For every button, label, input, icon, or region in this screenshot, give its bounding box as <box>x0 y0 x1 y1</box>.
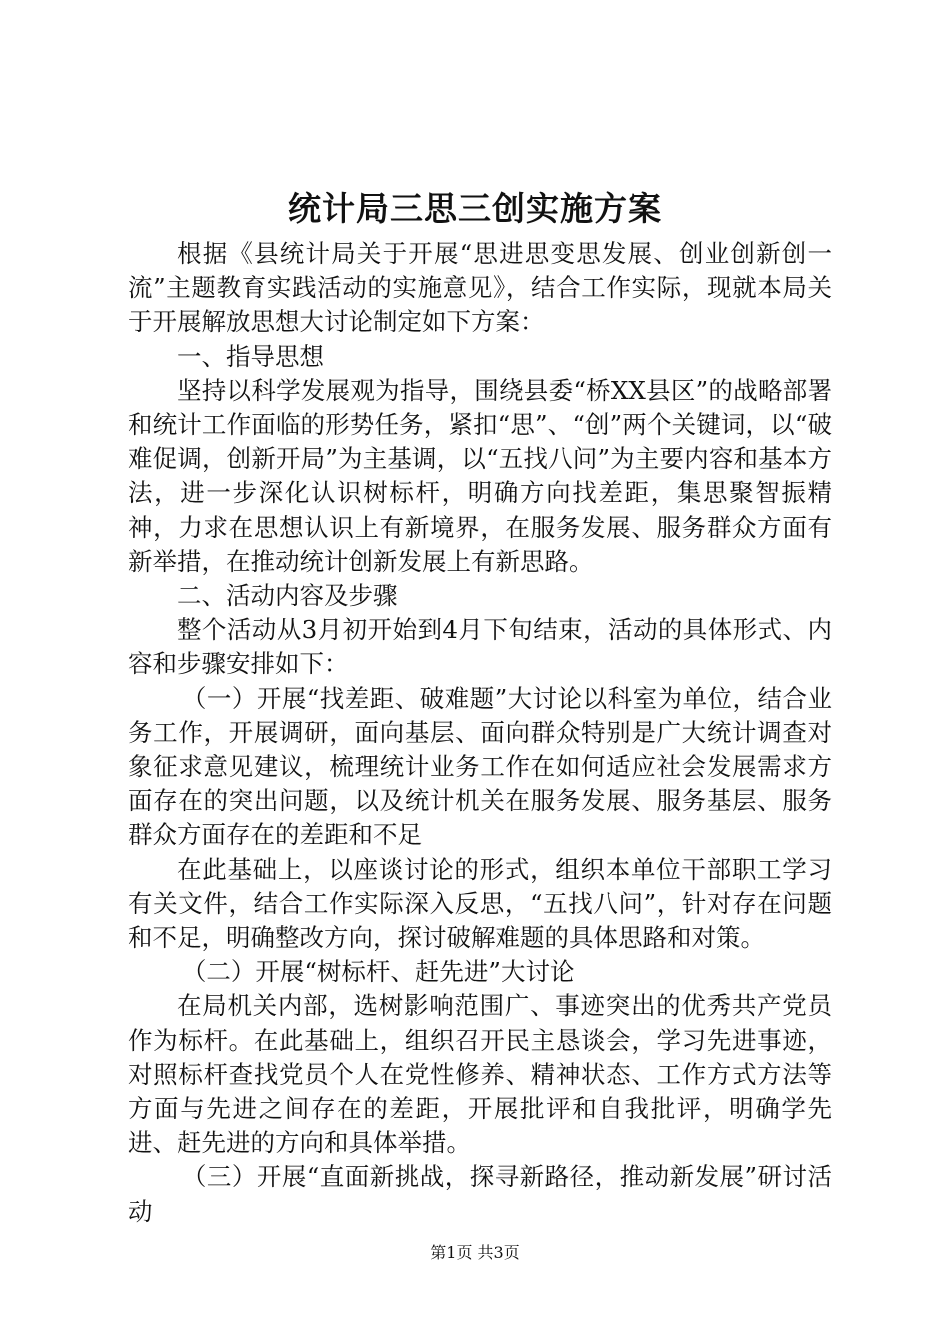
paragraph-item-one: （一）开展“找差距、破难题”大讨论以科室为单位，结合业务工作，开展调研，面向基层、面向群众特别是广大统计调查对象征求意见建议，梳理统计业务工作在如何适应社会发展需求方面存在的突出问题，以及统计机关在服务发展、服务基层、服务群众方面存在的差距和不足 <box>128 683 832 850</box>
document-title: 统计局三思三创实施方案 <box>288 189 662 228</box>
paragraph-item-two-detail: 在局机关内部，选树影响范围广、事迹突出的优秀共产党员作为标杆。在此基础上，组织召开民主恳谈会，学习先进事迹，对照标杆查找党员个人在党性修养、精神状态、工作方式方法等方面与先进之间存在的差距，开展批评和自我批评，明确学先进、赶先进的方向和具体举措。 <box>128 991 832 1158</box>
heading-guiding-ideology: 一、指导思想 <box>177 341 324 371</box>
paragraph-activity-schedule: 整个活动从3月初开始到4月下旬结束，活动的具体形式、内容和步骤安排如下： <box>128 615 832 679</box>
document-body <box>128 237 832 1229</box>
paragraph-item-three: （三）开展“直面新挑战，探寻新路径，推动新发展”研讨活动 <box>128 1162 832 1226</box>
page-number: 第1页 共3页 <box>430 1243 520 1262</box>
paragraph-guiding-ideology: 坚持以科学发展观为指导，围绕县委“桥XX县区”的战略部署和统计工作面临的形势任务，紧扣“思”、“创”两个关键词，以“破难促调，创新开局”为主基调，以“五找八问”为主要内容和基本方法，进一步深化认识树标杆，明确方向找差距，集思聚智振精神，力求在思想认识上有新境界，在服务发展、服务群众方面有新举措，在推动统计创新发展上有新思路。 <box>128 375 832 576</box>
heading-activity-content: 二、活动内容及步骤 <box>177 581 398 611</box>
paragraph-item-two: （二）开展“树标杆、赶先进”大讨论 <box>181 957 575 987</box>
paragraph-intro: 根据《县统计局关于开展“思进思变思发展、创业创新创一流”主题教育实践活动的实施意见》，结合工作实际，现就本局关于开展解放思想大讨论制定如下方案： <box>128 239 832 337</box>
paragraph-item-one-detail: 在此基础上，以座谈讨论的形式，组织本单位干部职工学习有关文件，结合工作实际深入反思，“五找八问”，针对存在问题和不足，明确整改方向，探讨破解难题的具体思路和对策。 <box>128 854 832 953</box>
